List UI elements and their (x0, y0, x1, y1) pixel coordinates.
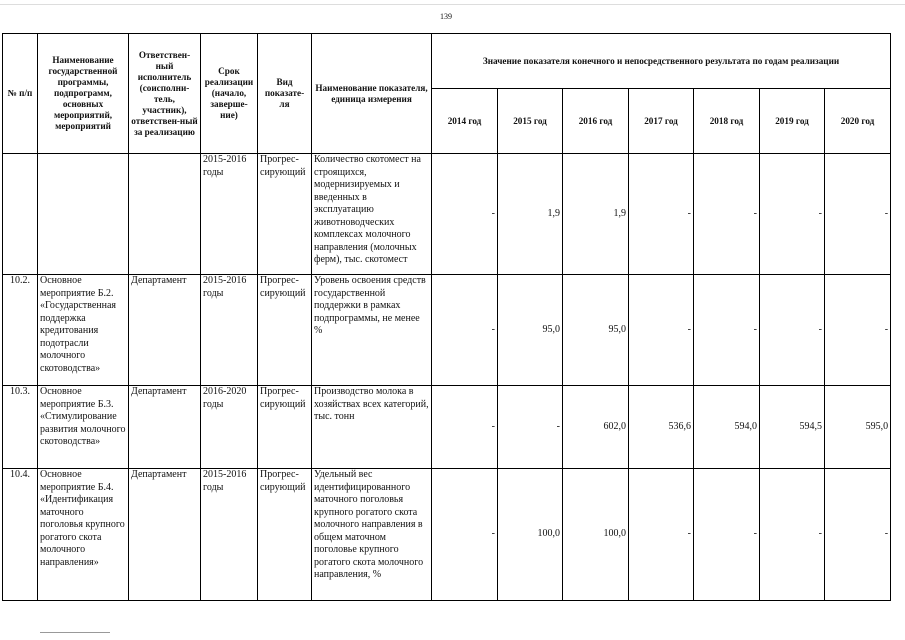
indicator-name: Уровень освоения средств государственной поддержки в рамках подпрограммы, не менее % (312, 275, 432, 386)
value-cell: - (825, 275, 891, 386)
row-number: 10.4. (3, 469, 38, 601)
header-year: 2015 год (498, 89, 563, 154)
indicator-name: Удельный вес идентифицированного маточного поголовья крупного рогатого скота молочного направления в общем маточном поголовье крупного рогатого скота молочного направления, % (312, 469, 432, 601)
value-cell: 594,5 (760, 386, 825, 469)
indicator-name: Производство молока в хозяйствах всех категорий, тыс. тонн (312, 386, 432, 469)
header-year: 2018 год (694, 89, 760, 154)
executor: Департамент (129, 275, 201, 386)
program-name: Основное мероприятие Б.2. «Государственная поддержка кредитования подотрасли молочного скотоводства» (38, 275, 129, 386)
table-row (3, 386, 891, 469)
value-cell: - (694, 275, 760, 386)
value-cell: - (629, 469, 694, 601)
value-cell: 1,9 (563, 154, 629, 275)
value-cell: - (760, 275, 825, 386)
period: 2015-2016 годы (201, 275, 258, 386)
value-cell: - (825, 154, 891, 275)
value-cell: 95,0 (498, 275, 563, 386)
value-cell: - (760, 469, 825, 601)
value-cell: - (432, 386, 498, 469)
indicator-type: Прогрес-сирующий (258, 275, 312, 386)
executor: Департамент (129, 386, 201, 469)
value-cell: - (629, 154, 694, 275)
value-cell: - (432, 154, 498, 275)
value-cell: - (825, 469, 891, 601)
program-name: Основное мероприятие Б.4. «Идентификация маточного поголовья крупного рогатого скота молочного направления» (38, 469, 129, 601)
header-executor: Ответствен-ный исполнитель (соисполни-тель, участник), ответствен-ный за реализацию (129, 34, 201, 154)
value-cell: 100,0 (563, 469, 629, 601)
period: 2015-2016 годы (201, 469, 258, 601)
value-cell: - (760, 154, 825, 275)
header-period: Срок реализации (начало, заверше-ние) (201, 34, 258, 154)
header-indicator: Наименование показателя, единица измерения (312, 34, 432, 154)
value-cell: 95,0 (563, 275, 629, 386)
executor: Департамент (129, 469, 201, 601)
value-cell: - (432, 275, 498, 386)
program-name (38, 154, 129, 275)
table-row (3, 469, 891, 601)
value-cell: 602,0 (563, 386, 629, 469)
header-type: Вид показате-ля (258, 34, 312, 154)
header-year: 2014 год (432, 89, 498, 154)
indicator-type: Прогрес-сирующий (258, 386, 312, 469)
row-number (3, 154, 38, 275)
indicator-name: Количество скотомест на строящихся, модернизируемых и введенных в эксплуатацию животноводческих комплексах молочного направления (молочных ферм), тыс. скотомест (312, 154, 432, 275)
executor (129, 154, 201, 275)
value-cell: 595,0 (825, 386, 891, 469)
row-number: 10.2. (3, 275, 38, 386)
header-program: Наименование государственной программы, подпрограмм, основных мероприятий, мероприятий (38, 34, 129, 154)
header-year: 2019 год (760, 89, 825, 154)
value-cell: - (498, 386, 563, 469)
value-cell: 594,0 (694, 386, 760, 469)
indicator-type: Прогрес-сирующий (258, 154, 312, 275)
top-rule (0, 4, 905, 5)
header-year: 2017 год (629, 89, 694, 154)
page-number: 139 (440, 12, 452, 21)
value-cell: 1,9 (498, 154, 563, 275)
indicator-type: Прогрес-сирующий (258, 469, 312, 601)
value-cell: - (694, 469, 760, 601)
value-cell: - (694, 154, 760, 275)
value-cell: 536,6 (629, 386, 694, 469)
program-name: Основное мероприятие Б.3. «Стимулирование развития молочного скотоводства» (38, 386, 129, 469)
period: 2016-2020 годы (201, 386, 258, 469)
table-row (3, 275, 891, 386)
period: 2015-2016 годы (201, 154, 258, 275)
header-year: 2020 год (825, 89, 891, 154)
indicator-table (2, 33, 891, 601)
bottom-rule (40, 632, 110, 633)
value-cell: - (432, 469, 498, 601)
header-num: № п/п (3, 34, 38, 154)
header-values-group: Значение показателя конечного и непосредственного результата по годам реализации (432, 34, 891, 89)
header-year: 2016 год (563, 89, 629, 154)
table-row (3, 154, 891, 275)
row-number: 10.3. (3, 386, 38, 469)
value-cell: - (629, 275, 694, 386)
value-cell: 100,0 (498, 469, 563, 601)
